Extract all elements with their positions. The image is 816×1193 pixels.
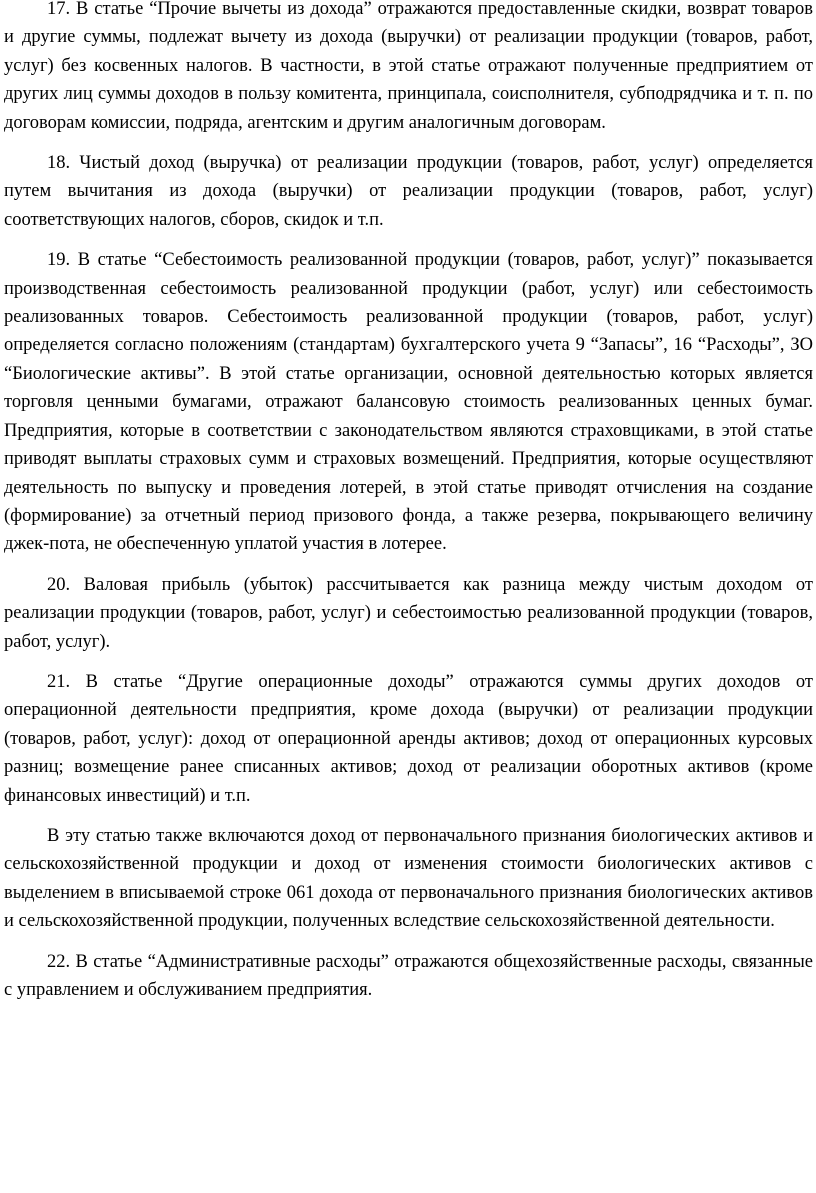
paragraph-22-administrative-expenses: 22. В статье “Административные расходы” отражаются общехозяйственные расходы, связанные с управлением и обслуживанием предприятия. — [4, 951, 813, 1000]
paragraph-21-other-operating-income: 21. В статье “Другие операционные доходы” отражаются суммы других доходов от операционной деятельности предприятия, кроме дохода (выручки) от реализации продукции (товаров, работ, услуг): доход от операционной аренды активов; доход от операционных курсовых разниц; возмещение ранее списанных активов; доход от реализации оборотных активов (кроме финансовых инвестиций) и т.п. — [4, 671, 813, 806]
paragraph-18-net-revenue: 18. Чистый доход (выручка) от реализации продукции (товаров, работ, услуг) определяется путем вычитания из дохода (выручки) от реализации продукции (товаров, работ, услуг) соответствующих налогов, сборов, скидок и т.п. — [4, 153, 813, 230]
paragraph-21-continuation: В эту статью также включаются доход от первоначального признания биологических активов и сельскохозяйственной продукции и доход от изменения стоимости биологических активов с выделением в вписываемой строке 061 дохода от первоначального признания биологических активов и сельскохозяйственной продукции, полученных вследствие сельскохозяйственной деятельности. — [4, 825, 813, 932]
paragraph-20-gross-profit: 20. Валовая прибыль (убыток) рассчитывается как разница между чистым доходом от реализации продукции (товаров, работ, услуг) и себестоимостью реализованной продукции (товаров, работ, услуг). — [4, 574, 813, 652]
paragraph-19-cost-of-sales: 19. В статье “Себестоимость реализованной продукции (товаров, работ, услуг)” показывается производственная себестоимость реализованной продукции (работ, услуг) или себестоимость реализованных товаров. Себестоимость реализованной продукции (товаров, работ, услуг) определяется согласно положениям (стандартам) бухгалтерского учета 9 “Запасы”, 16 “Расходы”, ЗО “Биологические активы”. В этой статье организации, основной деятельностью которых является торговля ценными бумагами, отражают балансовую стоимость реализованных ценных бумаг. Предприятия, которые в соответствии с законодательством являются страховщиками, в этой статье приводят выплаты страховых сумм и страховых возмещений. Предприятия, которые осуществляют деятельность по выпуску и проведения лотерей, в этой статье приводят отчисления на создание (формирование) за отчетный период призового фонда, а также резерва, покрывающего величину джек-пота, не обеспеченную уплатой участия в лотерее. — [4, 250, 813, 555]
paragraph-17-other-deductions: 17. В статье “Прочие вычеты из дохода” отражаются предоставленные скидки, возврат товаров и другие суммы, подлежат вычету из дохода (выручки) от реализации продукции (товаров, работ, услуг) без косвенных налогов. В частности, в этой статье отражают полученные предприятием от других лиц суммы доходов в пользу комитента, принципала, соисполнителя, субподрядчика и т. п. по договорам комиссии, подряда, агентским и другим аналогичным договорам. — [4, 0, 813, 133]
